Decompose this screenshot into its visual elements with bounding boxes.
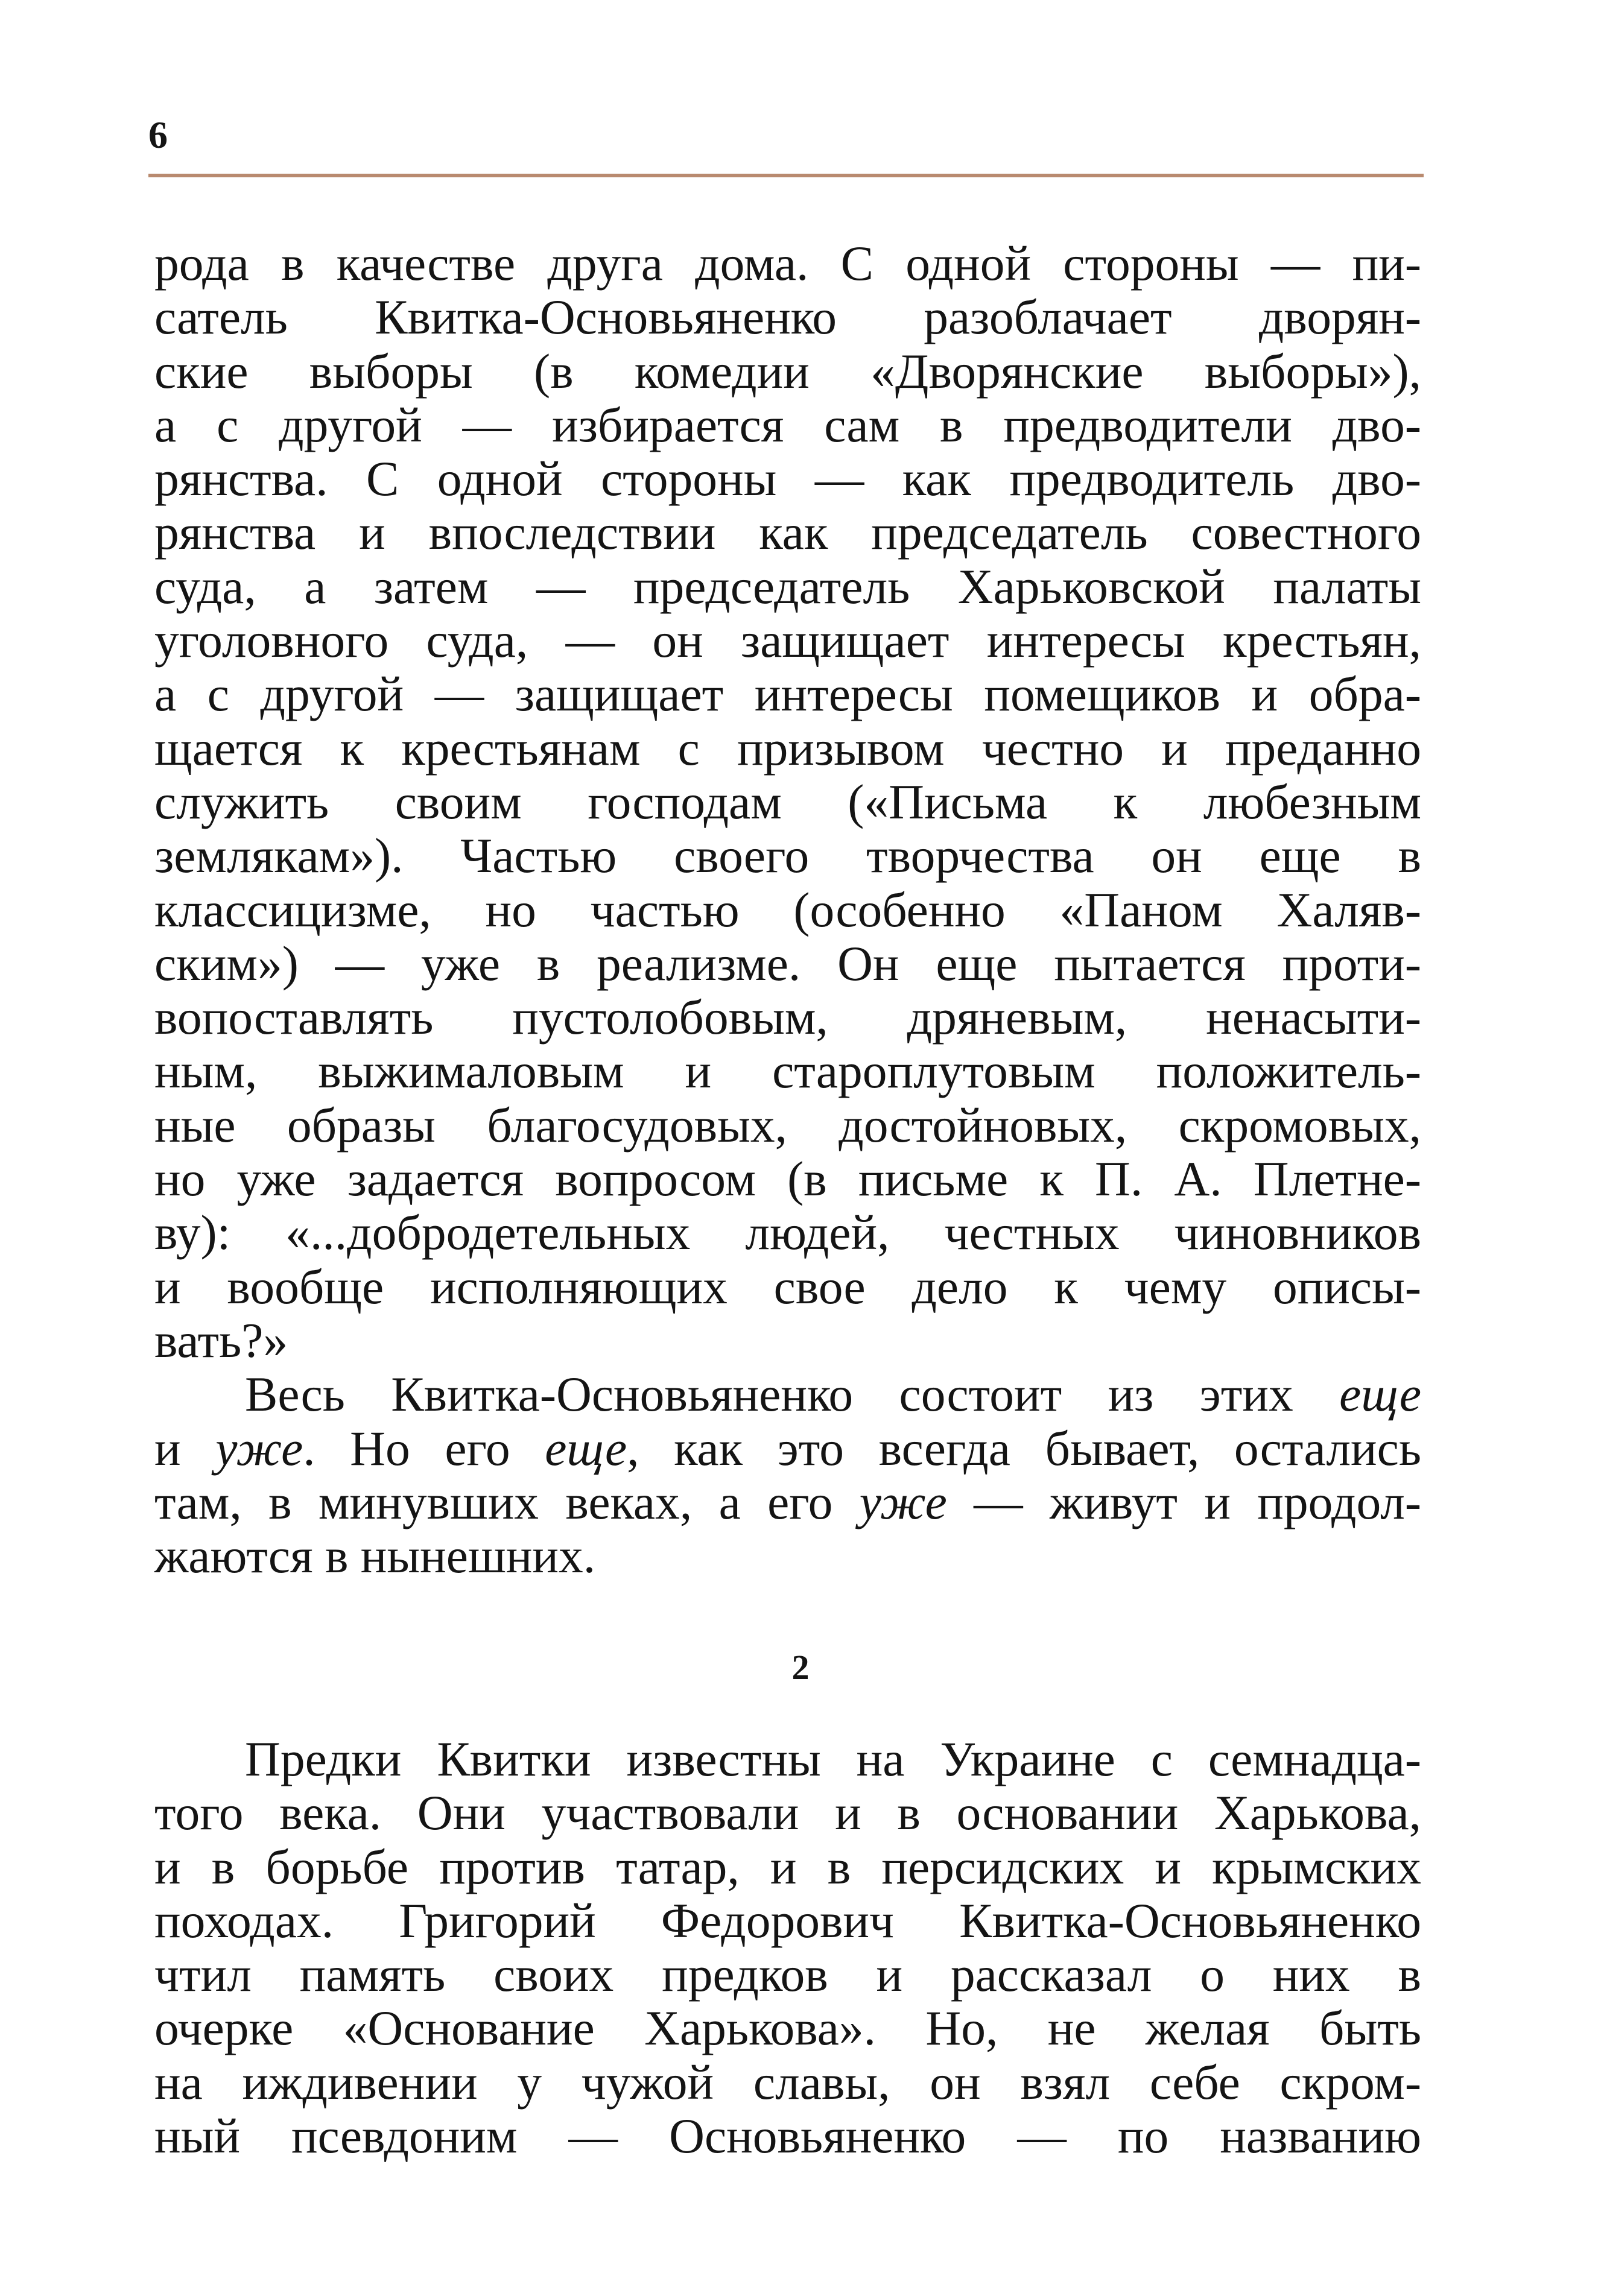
text-run: и: [154, 1420, 216, 1476]
paragraph-block-3: [154, 1732, 1421, 2163]
text-line: [154, 1367, 1421, 1421]
text-line: а с другой — избирается сам в предводители дво-: [154, 397, 1421, 452]
header-rule: [148, 174, 1424, 177]
text-line: на иждивении у чужой славы, он взял себе скром-: [154, 2054, 1421, 2110]
paragraph-block-1: [154, 236, 1421, 1583]
text-line: но уже задается вопросом (в письме к П. А. Плетне-: [154, 1151, 1421, 1207]
text-line: классицизме, но частью (особенно «Паном Халяв-: [154, 882, 1421, 937]
text-run: Весь Квитка-Основьяненко состоит из этих: [245, 1367, 1340, 1422]
text-line: рянства и впоследствии как председатель совестного: [154, 505, 1421, 560]
section-number: 2: [791, 1648, 810, 1687]
text-line: ный псевдоним — Основьяненко — по названию: [154, 2108, 1421, 2164]
text-line: [154, 1475, 1421, 1529]
text-line: ским») — уже в реализме. Он еще пытается проти-: [154, 935, 1421, 991]
emphasis: уже: [215, 1420, 303, 1476]
text-line: рода в качестве друга дома. С одной стороны — пи-: [154, 236, 1421, 291]
text-line: рянства. С одной стороны — как предводитель дво-: [154, 451, 1421, 507]
page-number: 6: [148, 113, 168, 156]
text-line: и вообще исполняющих свое дело к чему описы-: [154, 1259, 1421, 1314]
emphasis: еще: [545, 1420, 627, 1476]
text-run: — живут и продол-: [946, 1474, 1421, 1529]
text-line: [154, 1422, 1421, 1475]
text-line: щается к крестьянам с призывом честно и преданно: [154, 720, 1421, 776]
text-line: походах. Григорий Федорович Квитка-Основьяненко: [154, 1893, 1421, 1948]
text-run: , как это всегда бывает, остались: [627, 1420, 1421, 1476]
text-line: ным, выжималовым и староплутовым положитель-: [154, 1043, 1421, 1099]
text-run: . Но его: [303, 1420, 545, 1476]
text-line: Предки Квитки известны на Украине с семнадца-: [245, 1731, 1421, 1786]
text-line: а с другой — защищает интересы помещиков и обра-: [154, 666, 1421, 722]
emphasis: еще: [1339, 1367, 1421, 1422]
text-line: ву): «...добродетельных людей, честных чиновников: [154, 1205, 1421, 1260]
text-line: ские выборы (в комедии «Дворянские выборы»),: [154, 343, 1421, 399]
text-line: служить своим господам («Письма к любезным: [154, 774, 1421, 829]
text-line: ные образы благосудовых, достойновых, скромовых,: [154, 1097, 1421, 1153]
text-run: там, в минувших веках, а его: [154, 1474, 860, 1529]
text-line: землякам»). Частью своего творчества он еще в: [154, 828, 1421, 884]
text-line: жаются в нынешних.: [154, 1528, 596, 1584]
text-line: и в борьбе против татар, и в персидских и крымских: [154, 1839, 1421, 1894]
text-line: чтил память своих предков и рассказал о них в: [154, 1947, 1421, 2002]
text-line: суда, а затем — председатель Харьковской палаты: [154, 558, 1421, 614]
text-line: очерке «Основание Харькова». Но, не желая быть: [154, 2000, 1421, 2056]
emphasis: уже: [859, 1474, 947, 1529]
text-line: уголовного суда, — он защищает интересы крестьян,: [154, 613, 1421, 668]
text-line: вать?»: [154, 1312, 288, 1368]
text-line: вопоставлять пустолобовым, дряневым, ненасыти-: [154, 990, 1421, 1045]
text-line: сатель Квитка-Основьяненко разоблачает дворян-: [154, 289, 1421, 345]
text-line: того века. Они участвовали и в основании Харькова,: [154, 1785, 1421, 1841]
